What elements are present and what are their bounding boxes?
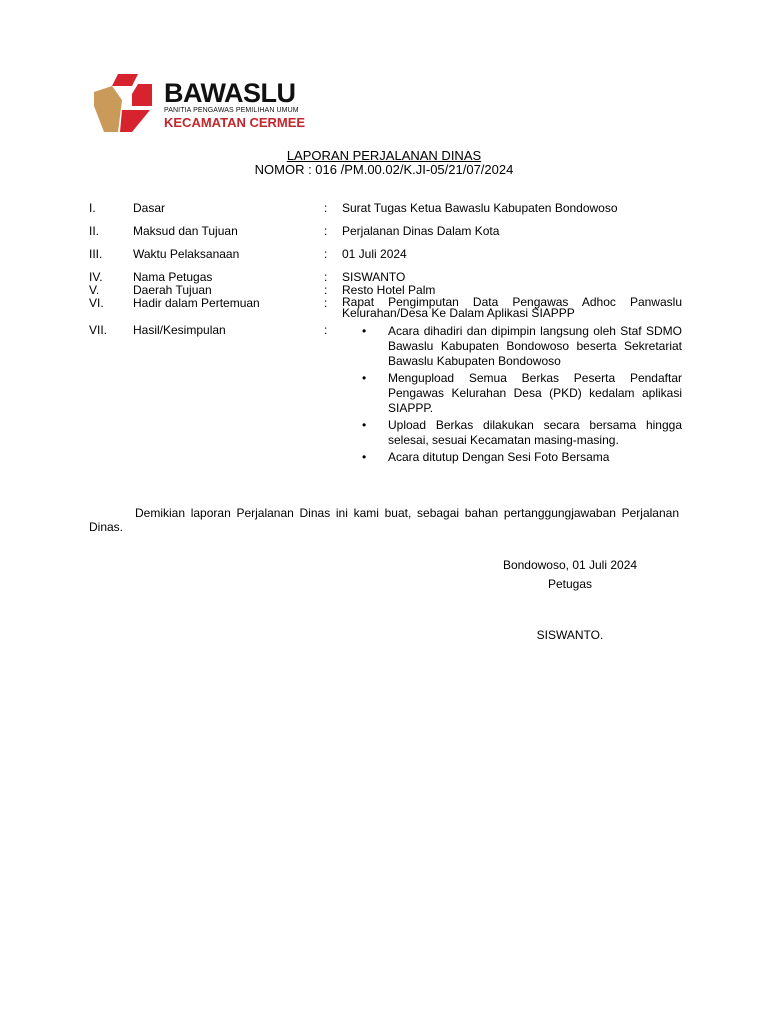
item-number: VII. bbox=[89, 323, 108, 337]
item-label: Maksud dan Tujuan bbox=[133, 224, 238, 238]
item-number: IV. bbox=[89, 270, 103, 284]
logo-unit: KECAMATAN CERMEE bbox=[164, 115, 306, 130]
item-number: II. bbox=[89, 224, 100, 238]
item-number: VI. bbox=[89, 296, 104, 310]
item-value: Resto Hotel Palm bbox=[342, 283, 436, 297]
item-label: Dasar bbox=[133, 201, 166, 215]
item-label: Hadir dalam Pertemuan bbox=[133, 296, 260, 310]
item-label: Daerah Tujuan bbox=[133, 283, 212, 297]
logo-subtitle: PANITIA PENGAWAS PEMILIHAN UMUM bbox=[164, 107, 299, 114]
bawaslu-emblem-icon bbox=[92, 72, 162, 134]
item-number: V. bbox=[89, 283, 100, 297]
results-list bbox=[360, 324, 682, 467]
item-number: III. bbox=[89, 247, 103, 261]
signature-place-date: Bondowoso, 01 Juli 2024 bbox=[502, 558, 638, 572]
logo-brand: BAWASLU bbox=[164, 78, 296, 108]
item-colon: : bbox=[324, 247, 328, 261]
document-title: LAPORAN PERJALANAN DINAS bbox=[286, 148, 482, 163]
list-item-text: Acara dihadiri dan dipimpin langsung oleh Staf SDMO Bawaslu Kabupaten Bondowoso beserta Sekretariat Bawaslu Kabupaten Bondowoso bbox=[388, 324, 682, 368]
list-item-text: Upload Berkas dilakukan secara bersama hingga selesai, sesuai Kecamatan masing-masing. bbox=[388, 418, 682, 447]
item-label: Waktu Pelaksanaan bbox=[133, 247, 240, 261]
item-value: 01 Juli 2024 bbox=[342, 247, 407, 261]
list-item-text: Acara ditutup Dengan Sesi Foto Bersama bbox=[388, 450, 610, 464]
item-value: SISWANTO bbox=[342, 270, 406, 284]
item-value: Surat Tugas Ketua Bawaslu Kabupaten Bondowoso bbox=[342, 201, 618, 215]
item-value: Perjalanan Dinas Dalam Kota bbox=[342, 224, 500, 238]
list-item-text: Mengupload Semua Berkas Peserta Pendaftar Pengawas Kelurahan Desa (PKD) kedalam aplikasi SIAPPP. bbox=[388, 371, 682, 415]
bullet-icon: • bbox=[362, 450, 367, 464]
list-item bbox=[360, 418, 682, 448]
bawaslu-logo bbox=[92, 72, 306, 134]
item-label: Hasil/Kesimpulan bbox=[133, 323, 226, 337]
list-item bbox=[360, 324, 682, 369]
item-value: Rapat Pengimputan Data Pengawas Adhoc Panwaslu Kelurahan/Desa Ke Dalam Aplikasi SIAPPP bbox=[342, 295, 682, 320]
item-colon: : bbox=[324, 270, 328, 284]
item-colon: : bbox=[324, 283, 328, 297]
signature-role: Petugas bbox=[547, 577, 593, 591]
document-number: NOMOR : 016 /PM.00.02/K.JI-05/21/07/2024 bbox=[254, 162, 514, 177]
item-colon: : bbox=[324, 224, 328, 238]
list-item bbox=[360, 371, 682, 416]
bullet-icon: • bbox=[362, 324, 367, 338]
signature-name: SISWANTO. bbox=[536, 628, 604, 642]
list-item bbox=[360, 450, 682, 465]
bullet-icon: • bbox=[362, 418, 367, 432]
closing-paragraph: Demikian laporan Perjalanan Dinas ini kami buat, sebagai bahan pertanggungjawaban Perjalanan Dinas. bbox=[89, 506, 679, 534]
item-colon: : bbox=[324, 323, 328, 337]
item-number: I. bbox=[89, 201, 96, 215]
item-colon: : bbox=[324, 296, 328, 310]
item-label: Nama Petugas bbox=[133, 270, 213, 284]
bullet-icon: • bbox=[362, 371, 367, 385]
item-colon: : bbox=[324, 201, 328, 215]
